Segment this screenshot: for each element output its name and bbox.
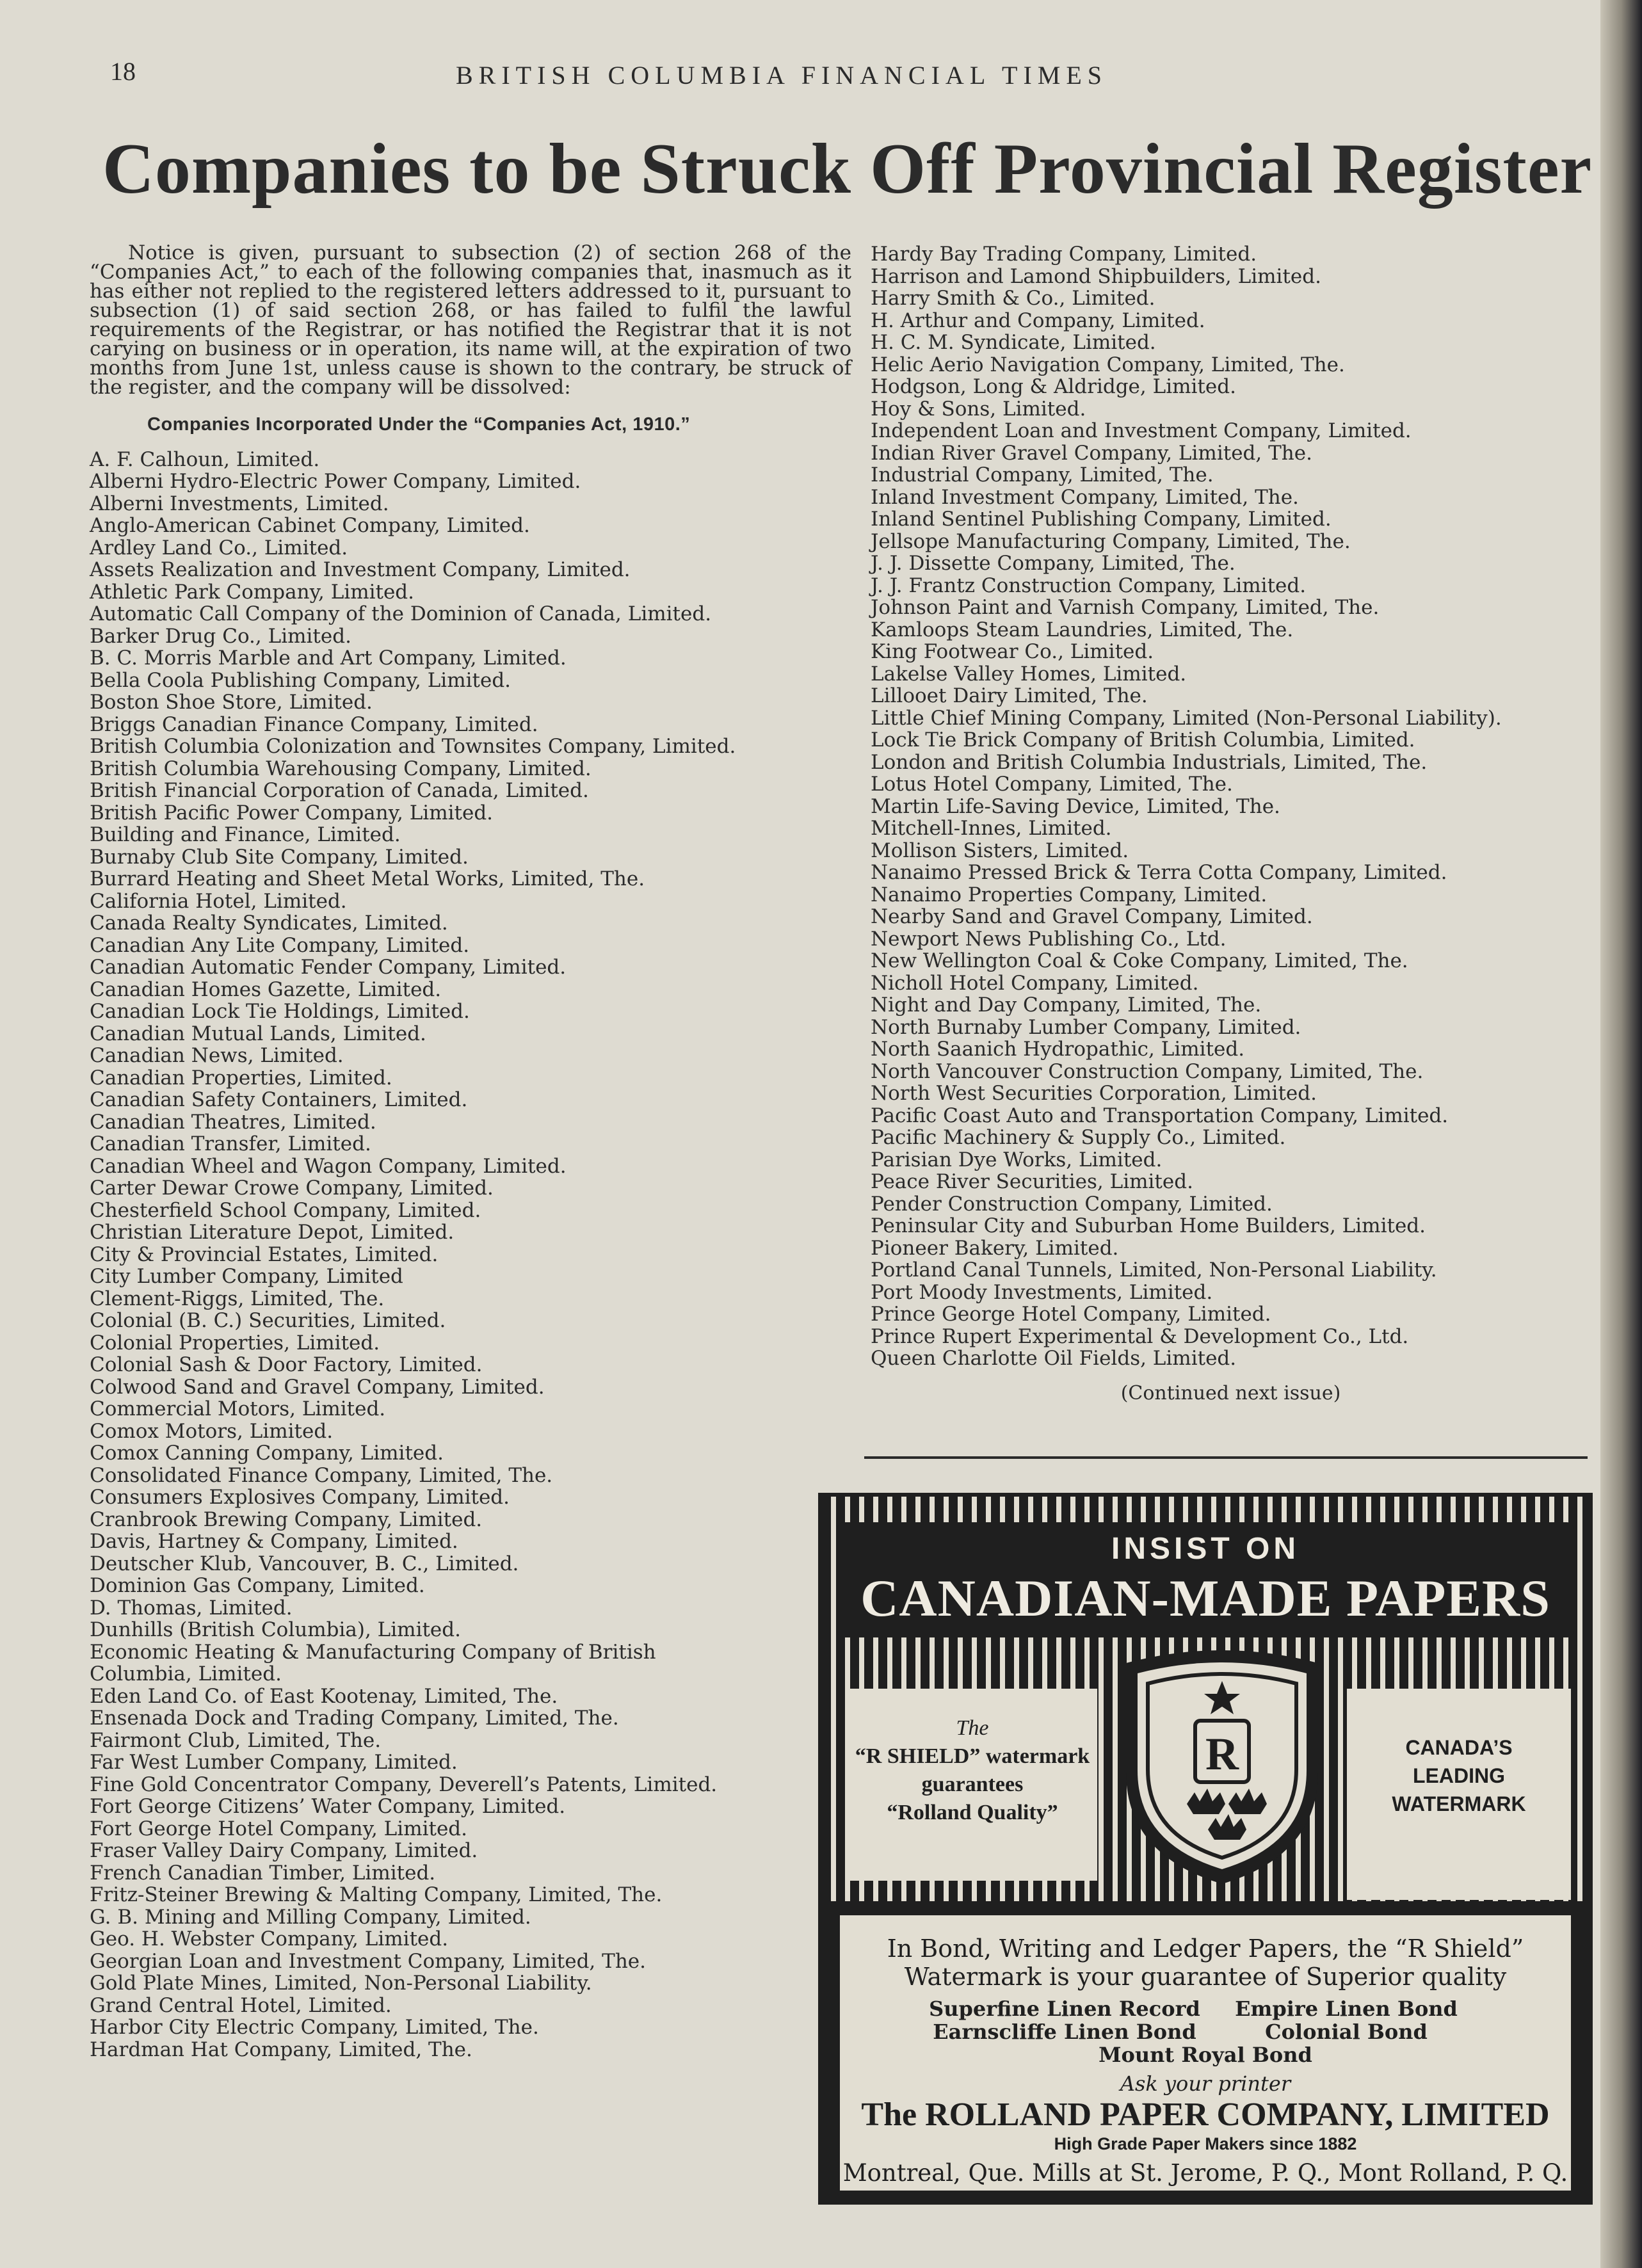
- company-list-item: Nicholl Hotel Company, Limited.: [871, 971, 1199, 995]
- company-list-item: Burnaby Club Site Company, Limited.: [90, 845, 469, 869]
- company-list-item: Mitchell-Innes, Limited.: [871, 817, 1112, 840]
- company-list-item: Cranbrook Brewing Company, Limited.: [90, 1508, 483, 1531]
- company-list-item: Alberni Investments, Limited.: [90, 492, 389, 515]
- company-list-item: City Lumber Company, Limited: [90, 1265, 403, 1288]
- ad-watermark-text: WATERMARK: [1392, 1792, 1526, 1815]
- publication-title: BRITISH COLUMBIA FINANCIAL TIMES: [456, 61, 1108, 90]
- company-list-item: Geo. H. Webster Company, Limited.: [90, 1927, 449, 1950]
- ad-insist-text: INSIST ON: [1111, 1532, 1300, 1566]
- company-list-item: Canada Realty Syndicates, Limited.: [90, 912, 448, 935]
- company-list-item: Lotus Hotel Company, Limited, The.: [871, 773, 1233, 796]
- company-list-item: Colwood Sand and Gravel Company, Limited.: [90, 1375, 545, 1399]
- company-list-item: Consumers Explosives Company, Limited.: [90, 1486, 510, 1509]
- company-list-item: Lakelse Valley Homes, Limited.: [871, 662, 1187, 686]
- company-list-item: Canadian Wheel and Wagon Company, Limited.: [90, 1154, 567, 1178]
- company-list-item: A. F. Calhoun, Limited.: [90, 447, 320, 471]
- company-list-item: Athletic Park Company, Limited.: [90, 580, 415, 604]
- company-list-item: Commercial Motors, Limited.: [90, 1397, 386, 1420]
- company-list-item: North Saanich Hydropathic, Limited.: [871, 1038, 1245, 1061]
- ad-rshield-watermark-text: “R SHIELD” watermark: [855, 1744, 1090, 1768]
- company-list-item: Chesterfield School Company, Limited.: [90, 1198, 481, 1222]
- ad-left-panel: [848, 1689, 1097, 1881]
- company-list-item: Industrial Company, Limited, The.: [871, 463, 1214, 487]
- book-spine-shadow: [1600, 0, 1642, 2268]
- ad-product: Colonial Bond: [1265, 2020, 1428, 2044]
- company-list-item: Dominion Gas Company, Limited.: [90, 1574, 425, 1597]
- company-list-item: Prince Rupert Experimental & Development Co., Ltd.: [871, 1324, 1409, 1348]
- company-list-item: Queen Charlotte Oil Fields, Limited.: [871, 1347, 1237, 1370]
- company-list-item: Harrison and Lamond Shipbuilders, Limited.: [871, 264, 1321, 288]
- ad-guarantee-line-2: Watermark is your guarantee of Superior quality: [904, 1963, 1507, 1991]
- column-divider-rule: [864, 1456, 1588, 1459]
- company-list-item: Christian Literature Depot, Limited.: [90, 1221, 455, 1244]
- company-list-item: Hoy & Sons, Limited.: [871, 397, 1086, 421]
- company-list-item: Night and Day Company, Limited, The.: [871, 993, 1262, 1017]
- company-list-item: G. B. Mining and Milling Company, Limited.: [90, 1905, 531, 1929]
- ad-location-text: Montreal, Que. Mills at St. Jerome, P. Q., Mont Rolland, P. Q.: [842, 2159, 1568, 2187]
- company-list-item: City & Provincial Estates, Limited.: [90, 1243, 439, 1266]
- section-subheading: Companies Incorporated Under the “Companies Act, 1910.”: [147, 414, 691, 435]
- company-list-item: Davis, Hartney & Company, Limited.: [90, 1530, 458, 1553]
- company-list-item: Lock Tie Brick Company of British Columbia, Limited.: [871, 728, 1415, 752]
- company-list-item: Briggs Canadian Finance Company, Limited.: [90, 712, 538, 736]
- company-list-item: Canadian Properties, Limited.: [90, 1066, 392, 1090]
- company-list-item: Helic Aerio Navigation Company, Limited, The.: [871, 353, 1345, 376]
- ad-striped-field: [822, 1497, 1589, 1901]
- ad-headline: CANADIAN-MADE PAPERS: [860, 1569, 1550, 1627]
- company-list-item: British Financial Corporation of Canada, Limited.: [90, 779, 589, 802]
- company-list-item: Gold Plate Mines, Limited, Non-Personal Liability.: [90, 1972, 592, 1995]
- company-list-item: B. C. Morris Marble and Art Company, Limited.: [90, 647, 567, 670]
- company-list-item: Peninsular City and Suburban Home Builders, Limited.: [871, 1214, 1426, 1237]
- company-list-item: Anglo-American Cabinet Company, Limited.: [90, 514, 530, 537]
- company-list-item: British Columbia Colonization and Townsites Company, Limited.: [90, 735, 736, 758]
- ad-guarantee-text: [840, 1934, 1571, 1991]
- company-list-item: Colonial (B. C.) Securities, Limited.: [90, 1309, 446, 1332]
- shield-letter: R: [1205, 1728, 1239, 1780]
- ad-product: Earnscliffe Linen Bond: [933, 2020, 1196, 2044]
- shield-emblem-icon: [1113, 1644, 1331, 1887]
- ad-the-text: The: [956, 1716, 989, 1740]
- company-list-item: Nanaimo Pressed Brick & Terra Cotta Company, Limited.: [871, 861, 1447, 884]
- company-list-item: Pender Construction Company, Limited.: [871, 1192, 1273, 1216]
- company-list-item: Portland Canal Tunnels, Limited, Non-Personal Liability.: [871, 1259, 1437, 1282]
- company-list-item: North West Securities Corporation, Limited.: [871, 1082, 1317, 1105]
- ad-canadas-text: CANADA’S: [1405, 1736, 1513, 1759]
- article-headline: Companies to be Struck Off Provincial Register: [102, 129, 1593, 209]
- company-list-item: Fine Gold Concentrator Company, Deverell’s Patents, Limited.: [90, 1773, 718, 1796]
- company-list-item: Canadian Any Lite Company, Limited.: [90, 933, 470, 957]
- company-list-item: Canadian Safety Containers, Limited.: [90, 1088, 468, 1111]
- company-list-item: Canadian Automatic Fender Company, Limited.: [90, 956, 567, 979]
- company-list-item: Canadian Transfer, Limited.: [90, 1132, 371, 1155]
- company-list-item: Burrard Heating and Sheet Metal Works, Limited, The.: [90, 867, 645, 890]
- company-list-item: Kamloops Steam Laundries, Limited, The.: [871, 618, 1294, 641]
- ad-company-name: The ROLLAND PAPER COMPANY, LIMITED: [861, 2096, 1550, 2133]
- company-list-item: Colonial Sash & Door Factory, Limited.: [90, 1353, 483, 1376]
- company-list-item: Canadian Mutual Lands, Limited.: [90, 1022, 426, 1045]
- ad-product: Superfine Linen Record: [929, 1997, 1200, 2021]
- company-list-item: Jellsope Manufacturing Company, Limited, The.: [871, 529, 1351, 553]
- company-list-item: Fritz-Steiner Brewing & Malting Company, Limited, The.: [90, 1883, 663, 1906]
- company-list-item: Parisian Dye Works, Limited.: [871, 1148, 1163, 1171]
- ad-text-panel: [837, 1913, 1574, 2193]
- company-list-item: Deutscher Klub, Vancouver, B. C., Limited.: [90, 1552, 519, 1575]
- company-list-item: Hardy Bay Trading Company, Limited.: [871, 243, 1257, 266]
- company-list-item: Automatic Call Company of the Dominion of Canada, Limited.: [90, 602, 712, 625]
- company-list-item: Boston Shoe Store, Limited.: [90, 691, 373, 714]
- company-list-item: New Wellington Coal & Coke Company, Limited, The.: [871, 949, 1408, 972]
- company-list-item: King Footwear Co., Limited.: [871, 640, 1154, 663]
- company-list-item: Fort George Hotel Company, Limited.: [90, 1817, 467, 1840]
- company-list-item: Indian River Gravel Company, Limited, The.: [871, 441, 1312, 465]
- company-list-item: Georgian Loan and Investment Company, Limited, The.: [90, 1949, 646, 1973]
- ad-guarantees-text: guarantees: [921, 1773, 1024, 1796]
- company-list-item: J. J. Dissette Company, Limited, The.: [871, 552, 1236, 575]
- company-list-item: Johnson Paint and Varnish Company, Limited, The.: [871, 596, 1380, 619]
- company-list-item: British Columbia Warehousing Company, Limited.: [90, 757, 592, 780]
- running-header: [110, 56, 1301, 95]
- rolland-paper-advertisement: [818, 1493, 1593, 2205]
- company-list-item: Carter Dewar Crowe Company, Limited.: [90, 1177, 494, 1200]
- company-list-item: Consolidated Finance Company, Limited, The.: [90, 1463, 553, 1487]
- company-list-item: Dunhills (British Columbia), Limited.: [90, 1618, 461, 1641]
- company-list-item: Ensenada Dock and Trading Company, Limited, The.: [90, 1707, 619, 1730]
- ad-guarantee-line-1: In Bond, Writing and Ledger Papers, the “R Shield”: [887, 1934, 1524, 1963]
- company-list-item: British Pacific Power Company, Limited.: [90, 801, 494, 824]
- ad-product: Empire Linen Bond: [1235, 1997, 1458, 2021]
- continued-note: (Continued next issue): [1120, 1381, 1341, 1404]
- company-list-item: H. Arthur and Company, Limited.: [871, 309, 1205, 332]
- company-list-item: French Canadian Timber, Limited.: [90, 1861, 436, 1885]
- company-list-item: Comox Motors, Limited.: [90, 1419, 334, 1443]
- company-list-item: Canadian News, Limited.: [90, 1044, 344, 1067]
- company-list-item: Nearby Sand and Gravel Company, Limited.: [871, 905, 1313, 928]
- company-list-item: Building and Finance, Limited.: [90, 823, 401, 846]
- company-list-item: Grand Central Hotel, Limited.: [90, 1993, 392, 2017]
- company-list-item: Canadian Lock Tie Holdings, Limited.: [90, 1000, 470, 1023]
- company-list-item: Alberni Hydro-Electric Power Company, Limited.: [90, 470, 581, 493]
- ad-ask-printer: Ask your printer: [1120, 2071, 1291, 2096]
- left-column: [90, 243, 851, 2061]
- company-list-item: Economic Heating & Manufacturing Company of British: [90, 1640, 656, 1664]
- ad-since-text: High Grade Paper Makers since 1882: [1054, 2134, 1357, 2153]
- company-list-item: D. Thomas, Limited.: [90, 1596, 293, 1620]
- company-list-item: Mollison Sisters, Limited.: [871, 839, 1129, 862]
- page-number: 18: [110, 57, 136, 86]
- company-list-item: Hardman Hat Company, Limited, The.: [90, 2038, 472, 2061]
- company-list-item: Clement-Riggs, Limited, The.: [90, 1287, 385, 1310]
- company-list-item: Nanaimo Properties Company, Limited.: [871, 883, 1268, 906]
- company-list-item: Pacific Machinery & Supply Co., Limited.: [871, 1126, 1286, 1149]
- company-list-item: London and British Columbia Industrials, Limited, The.: [871, 750, 1428, 774]
- company-list-item: Prince George Hotel Company, Limited.: [871, 1303, 1271, 1326]
- company-list-item: Bella Coola Publishing Company, Limited.: [90, 668, 511, 692]
- company-list-item: Comox Canning Company, Limited.: [90, 1442, 444, 1465]
- company-list-item: Hodgson, Long & Aldridge, Limited.: [871, 375, 1236, 398]
- company-list-item: Fraser Valley Dairy Company, Limited.: [90, 1839, 478, 1862]
- company-list-item: Columbia, Limited.: [90, 1662, 282, 1685]
- company-list-item: Newport News Publishing Co., Ltd.: [871, 927, 1227, 951]
- company-list-item: Fairmont Club, Limited, The.: [90, 1728, 382, 1752]
- company-list-item: Canadian Homes Gazette, Limited.: [90, 977, 442, 1001]
- company-list-item: Barker Drug Co., Limited.: [90, 624, 351, 648]
- company-list-item: Peace River Securities, Limited.: [871, 1170, 1193, 1193]
- company-list-right: [871, 243, 1591, 1370]
- company-list-item: Port Moody Investments, Limited.: [871, 1280, 1213, 1304]
- company-list-item: Harry Smith & Co., Limited.: [871, 287, 1155, 310]
- company-list-item: Far West Lumber Company, Limited.: [90, 1751, 458, 1774]
- ad-product: Mount Royal Bond: [1099, 2043, 1312, 2067]
- company-list-left: [90, 449, 851, 2061]
- company-list-item: Inland Investment Company, Limited, The.: [871, 485, 1299, 509]
- ad-banner: [837, 1522, 1574, 1637]
- company-list-item: Martin Life-Saving Device, Limited, The.: [871, 794, 1280, 818]
- company-list-item: Eden Land Co. of East Kootenay, Limited, The.: [90, 1684, 558, 1708]
- company-list-item: California Hotel, Limited.: [90, 889, 347, 913]
- company-list-item: J. J. Frantz Construction Company, Limited.: [871, 574, 1307, 597]
- ad-product-list: [924, 1997, 1487, 2066]
- company-list-item: North Burnaby Lumber Company, Limited.: [871, 1015, 1301, 1039]
- company-list-item: Inland Sentinel Publishing Company, Limited.: [871, 508, 1332, 531]
- company-list-item: H. C. M. Syndicate, Limited.: [871, 331, 1156, 354]
- company-list-item: Lillooet Dairy Limited, The.: [871, 684, 1148, 707]
- ad-rolland-quality-text: “Rolland Quality”: [887, 1801, 1058, 1824]
- company-list-item: Fort George Citizens’ Water Company, Limited.: [90, 1795, 566, 1818]
- ad-leading-text: LEADING: [1413, 1764, 1505, 1787]
- company-list-item: Little Chief Mining Company, Limited (Non-Personal Liability).: [871, 706, 1502, 730]
- company-list-item: North Vancouver Construction Company, Limited, The.: [871, 1059, 1424, 1083]
- company-list-item: Harbor City Electric Company, Limited, The.: [90, 2016, 539, 2039]
- company-list-item: Pacific Coast Auto and Transportation Company, Limited.: [871, 1104, 1449, 1127]
- company-list-item: Colonial Properties, Limited.: [90, 1331, 380, 1355]
- company-list-item: Canadian Theatres, Limited.: [90, 1110, 376, 1134]
- right-column: [871, 243, 1591, 1404]
- company-list-item: Independent Loan and Investment Company, Limited.: [871, 419, 1412, 442]
- notice-paragraph: Notice is given, pursuant to subsection (2) of section 268 of the “Companies Act,” to each of the following companies that, inasmuch as it has either not replied to the registered letters addressed to it, pursuant to subsection (1) of said section 268, or has failed to fulfil the lawful requirements of the Registrar, or has notified the Registrar that it is not carying on business or in operation, its name will, at the expiration of two months from June 1st, unless cause is shown to the contrary, be struck of the register, and the company will be dissolved:: [90, 241, 851, 399]
- company-list-item: Assets Realization and Investment Company, Limited.: [90, 558, 631, 581]
- ad-right-panel: [1347, 1689, 1571, 1900]
- company-list-item: Ardley Land Co., Limited.: [90, 536, 348, 559]
- company-list-item: Pioneer Bakery, Limited.: [871, 1236, 1119, 1260]
